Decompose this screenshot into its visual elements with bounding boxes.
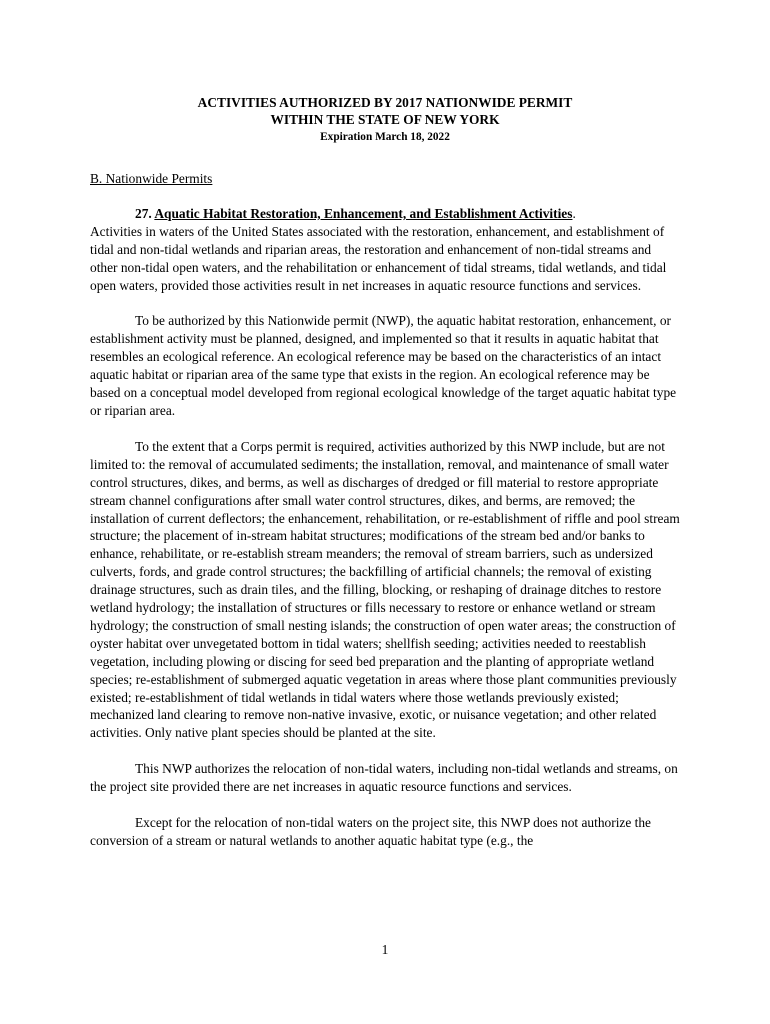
- page-number: 1: [381, 942, 389, 957]
- paragraph-intro: Activities in waters of the United States associated with the restoration, enhancement, and establishment of tidal and non-tidal wetlands and riparian areas, the restoration and enhancement of non-tidal streams and other non-tidal open waters, and the rehabilitation or enhancement of tidal streams, tidal wetlands, and tidal open waters, provided those activities result in net increases in aquatic resource functions and services.: [90, 223, 667, 293]
- document-title-line-2: WITHIN THE STATE OF NEW YORK: [270, 112, 500, 127]
- permit-heading: [90, 205, 680, 223]
- paragraph-ecological-reference: To be authorized by this Nationwide permit (NWP), the aquatic habitat restoration, enhancement, or establishment activity must be planned, designed, and implemented so that it results in aquatic habitat that resembles an ecological reference. An ecological reference may be based on the characteristics of an intact aquatic habitat or riparian area of the same type that exists in the region. An ecological reference may be based on a conceptual model developed from regional ecological knowledge of the target aquatic habitat type or riparian area.: [90, 313, 677, 418]
- permit-title: Aquatic Habitat Restoration, Enhancement, and Establishment Activities: [154, 205, 573, 221]
- paragraph-authorized-activities: To the extent that a Corps permit is required, activities authorized by this NWP include, but are not limited to: the removal of accumulated sediments; the installation, removal, and maintenance of small water control structures, dikes, and berms, as well as discharges of dredged or fill material to restore appropriate stream channel configurations after small water control structures, dikes, and berms, are removed; the installation of current deflectors; the enhancement, rehabilitation, or re-establishment of riffle and pool stream structure; the placement of in-stream habitat structures; modifications of the stream bed and/or banks to enhance, rehabilitate, or re-establish stream meanders; the removal of stream barriers, such as undersized culverts, fords, and grade control structures; the backfilling of artificial channels; the removal of existing drainage structures, such as drain tiles, and the filling, blocking, or reshaping of drainage ditches to restore wetland hydrology; the installation of structures or fills necessary to restore or enhance wetland or stream hydrology; the construction of small nesting islands; the construction of open water areas; the construction of oyster habitat over unvegetated bottom in tidal waters; shellfish seeding; activities needed to reestablish vegetation, including plowing or discing for seed bed preparation and the planting of appropriate wetland species; re-establishment of submerged aquatic vegetation in areas where those plant communities previously existed; re-establishment of tidal wetlands in tidal waters where those wetlands previously existed; mechanized land clearing to remove non-native invasive, exotic, or nuisance vegetation; and other related activities. Only native plant species should be planted at the site.: [90, 438, 680, 741]
- permit-title-period: .: [572, 205, 576, 221]
- paragraph-conversion: Except for the relocation of non-tidal waters on the project site, this NWP does not authorize the conversion of a stream or natural wetlands to another aquatic habitat type (e.g., the: [90, 815, 652, 848]
- section-heading: B. Nationwide Permits: [90, 171, 213, 186]
- document-title-line-1: ACTIVITIES AUTHORIZED BY 2017 NATIONWIDE PERMIT: [197, 95, 573, 110]
- paragraph-relocation: This NWP authorizes the relocation of non-tidal waters, including non-tidal wetlands and streams, on the project site provided there are net increases in aquatic resource functions and services.: [90, 761, 678, 795]
- document-page: [90, 94, 680, 850]
- expiration-date: Expiration March 18, 2022: [320, 131, 450, 143]
- permit-number: 27.: [135, 205, 155, 221]
